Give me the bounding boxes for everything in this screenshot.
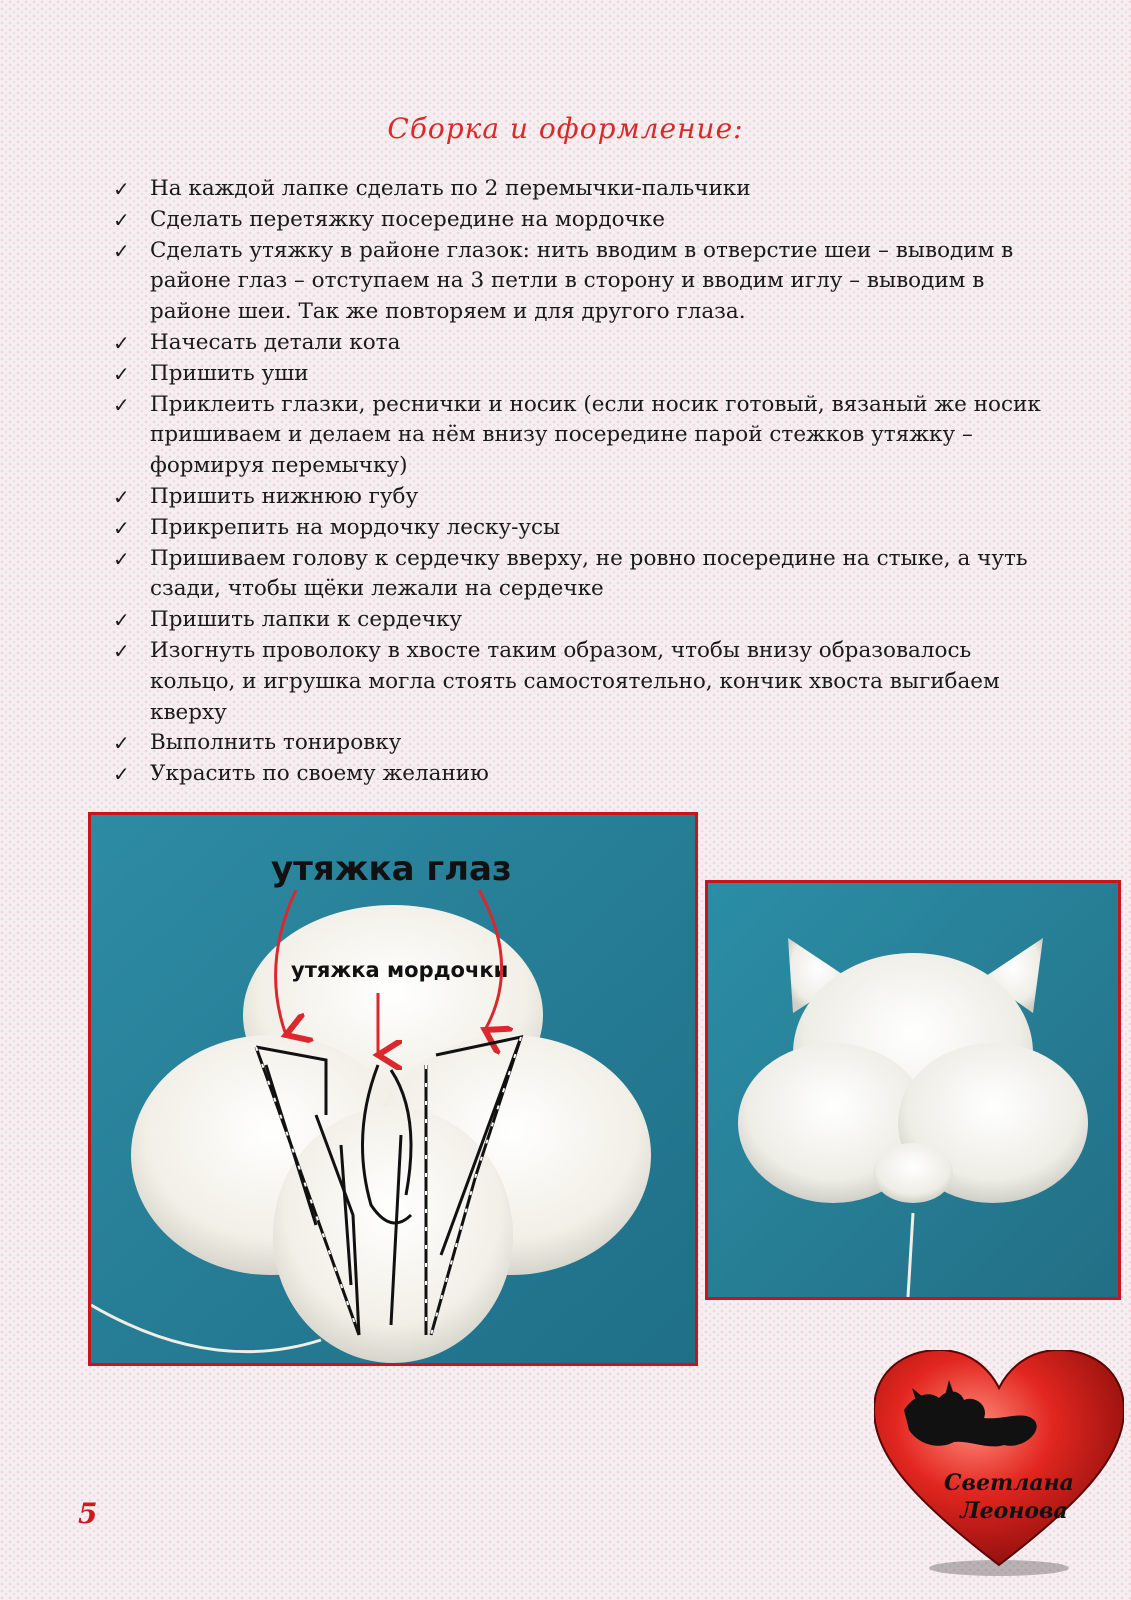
logo-name-first: Светлана bbox=[944, 1470, 1074, 1496]
label-eye-tightening: утяжка глаз bbox=[271, 849, 512, 889]
list-item bbox=[113, 236, 1063, 328]
list-item bbox=[113, 759, 1063, 790]
check-icon: ✓ bbox=[113, 361, 130, 386]
check-icon: ✓ bbox=[113, 238, 130, 263]
check-icon: ✓ bbox=[113, 638, 130, 663]
step-text: Пришить уши bbox=[150, 360, 309, 386]
step-text: Начесать детали кота bbox=[150, 329, 401, 355]
head-diagram-photo bbox=[88, 812, 698, 1366]
author-logo bbox=[874, 1350, 1124, 1580]
check-icon: ✓ bbox=[113, 484, 130, 509]
list-item bbox=[113, 174, 1063, 205]
list-item bbox=[113, 728, 1063, 759]
step-text: Сделать утяжку в районе глазок: нить вводим в отверстие шеи – выводим в районе глаз – отступаем на 3 петли в сторону и вводим иглу – выводим в районе шеи. Так же повторяем и для другого глаза. bbox=[150, 237, 1014, 325]
list-item bbox=[113, 605, 1063, 636]
muzzle bbox=[273, 1107, 513, 1363]
check-icon: ✓ bbox=[113, 177, 130, 201]
step-text: Пришить лапки к сердечку bbox=[150, 607, 463, 633]
check-icon: ✓ bbox=[113, 330, 130, 355]
check-icon: ✓ bbox=[113, 608, 130, 633]
label-muzzle-tightening: утяжка мордочки bbox=[291, 958, 509, 982]
list-item bbox=[113, 513, 1063, 544]
cat-chin bbox=[873, 1143, 953, 1203]
step-text: Сделать перетяжку посередине на мордочке bbox=[150, 206, 665, 232]
step-text: Прикрепить на мордочку леску-усы bbox=[150, 514, 561, 540]
step-text: Приклеить глазки, реснички и носик (если носик готовый, вязаный же носик пришиваем и делаем на нём внизу посередине парой стежков утяжку – формируя перемычку) bbox=[150, 391, 1041, 479]
head-diagram-illustration bbox=[91, 815, 695, 1363]
step-text: Пришить нижнюю губу bbox=[150, 483, 419, 509]
page-title: Сборка и оформление: bbox=[387, 112, 744, 145]
check-icon: ✓ bbox=[113, 392, 130, 417]
list-item bbox=[113, 544, 1063, 606]
cat-head-illustration bbox=[708, 883, 1118, 1297]
list-item bbox=[113, 636, 1063, 728]
step-text: На каждой лапке сделать по 2 перемычки-пальчики bbox=[150, 176, 751, 201]
step-text: Украсить по своему желанию bbox=[150, 761, 489, 787]
check-icon: ✓ bbox=[113, 546, 130, 571]
step-text: Выполнить тонировку bbox=[150, 730, 402, 756]
check-icon: ✓ bbox=[113, 731, 130, 756]
list-item bbox=[113, 390, 1063, 482]
heart-shape bbox=[874, 1350, 1124, 1565]
list-item bbox=[113, 482, 1063, 513]
steps-list bbox=[113, 174, 1063, 790]
list-item bbox=[113, 359, 1063, 390]
check-icon: ✓ bbox=[113, 207, 130, 232]
page-number: 5 bbox=[78, 1497, 98, 1530]
step-text: Изогнуть проволоку в хвосте таким образом, чтобы внизу образовалось кольцо, и игрушка могла стоять самостоятельно, кончик хвоста выгибаем кверху bbox=[150, 637, 1000, 725]
list-item bbox=[113, 328, 1063, 359]
step-text: Пришиваем голову к сердечку вверху, не ровно посередине на стыке, а чуть сзади, чтобы щёки лежали на сердечке bbox=[150, 545, 1028, 602]
check-icon: ✓ bbox=[113, 515, 130, 540]
list-item bbox=[113, 205, 1063, 236]
logo-name-last: Леонова bbox=[960, 1498, 1068, 1524]
check-icon: ✓ bbox=[113, 762, 130, 787]
cat-head-photo bbox=[705, 880, 1121, 1300]
